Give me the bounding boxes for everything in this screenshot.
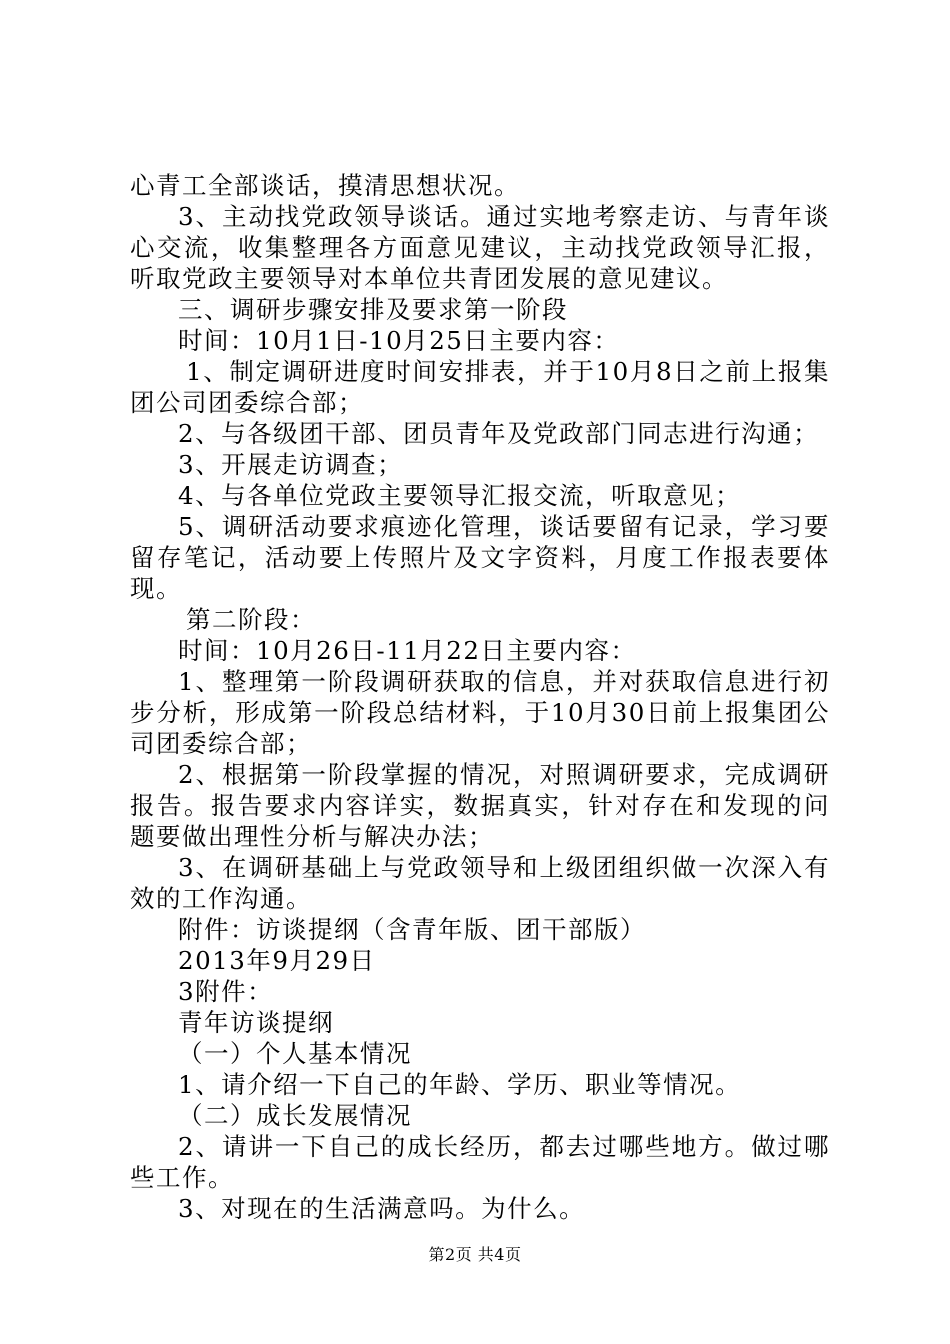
list-item: 3、开展走访调查； (178, 450, 404, 479)
paragraph: 时间：10月26日-11月22日主要内容： (178, 636, 637, 665)
paragraph: 心青工全部谈话，摸清思想状况。 (130, 171, 520, 200)
section-heading: 第二阶段： (186, 605, 316, 634)
list-item: 2、与各级团干部、团员青年及党政部门同志进行沟通； (178, 419, 820, 448)
section-heading: 青年访谈提纲 (178, 1008, 334, 1037)
paragraph: 3附件： (178, 977, 274, 1006)
list-item: 5、调研活动要求痕迹化管理，谈话要留有记录，学习要留存笔记，活动要上传照片及文字资料，月度工作报表要体现。 (130, 512, 830, 603)
list-item: 1、整理第一阶段调研获取的信息，并对获取信息进行初步分析，形成第一阶段总结材料，于10月30日前上报集团公司团委综合部； (130, 667, 830, 758)
section-heading: 三、调研步骤安排及要求第一阶段 (178, 295, 568, 324)
date-line: 2013年9月29日 (178, 946, 376, 975)
attachment-note: 附件：访谈提纲（含青年版、团干部版） (178, 915, 646, 944)
list-item: 3、在调研基础上与党政领导和上级团组织做一次深入有效的工作沟通。 (130, 853, 830, 913)
page-footer: 第2页 共4页 (428, 1245, 522, 1264)
list-item: 4、与各单位党政主要领导汇报交流，听取意见； (178, 481, 742, 510)
list-item: 1、制定调研进度时间安排表，并于10月8日之前上报集团公司团委综合部； (130, 357, 830, 417)
subsection-heading: （一）个人基本情况 (178, 1039, 412, 1068)
list-item: 3、对现在的生活满意吗。为什么。 (178, 1194, 586, 1223)
list-item: 1、请介绍一下自己的年龄、学历、职业等情况。 (178, 1070, 742, 1099)
paragraph: 时间：10月1日-10月25日主要内容： (178, 326, 620, 355)
document-body (130, 170, 830, 1224)
list-item: 2、请讲一下自己的成长经历，都去过哪些地方。做过哪些工作。 (130, 1132, 830, 1192)
list-item: 2、根据第一阶段掌握的情况，对照调研要求，完成调研报告。报告要求内容详实，数据真实，针对存在和发现的问题要做出理性分析与解决办法； (130, 760, 830, 851)
subsection-heading: （二）成长发展情况 (178, 1101, 412, 1130)
paragraph: 3、主动找党政领导谈话。通过实地考察走访、与青年谈心交流，收集整理各方面意见建议，主动找党政领导汇报，听取党政主要领导对本单位共青团发展的意见建议。 (130, 202, 830, 293)
